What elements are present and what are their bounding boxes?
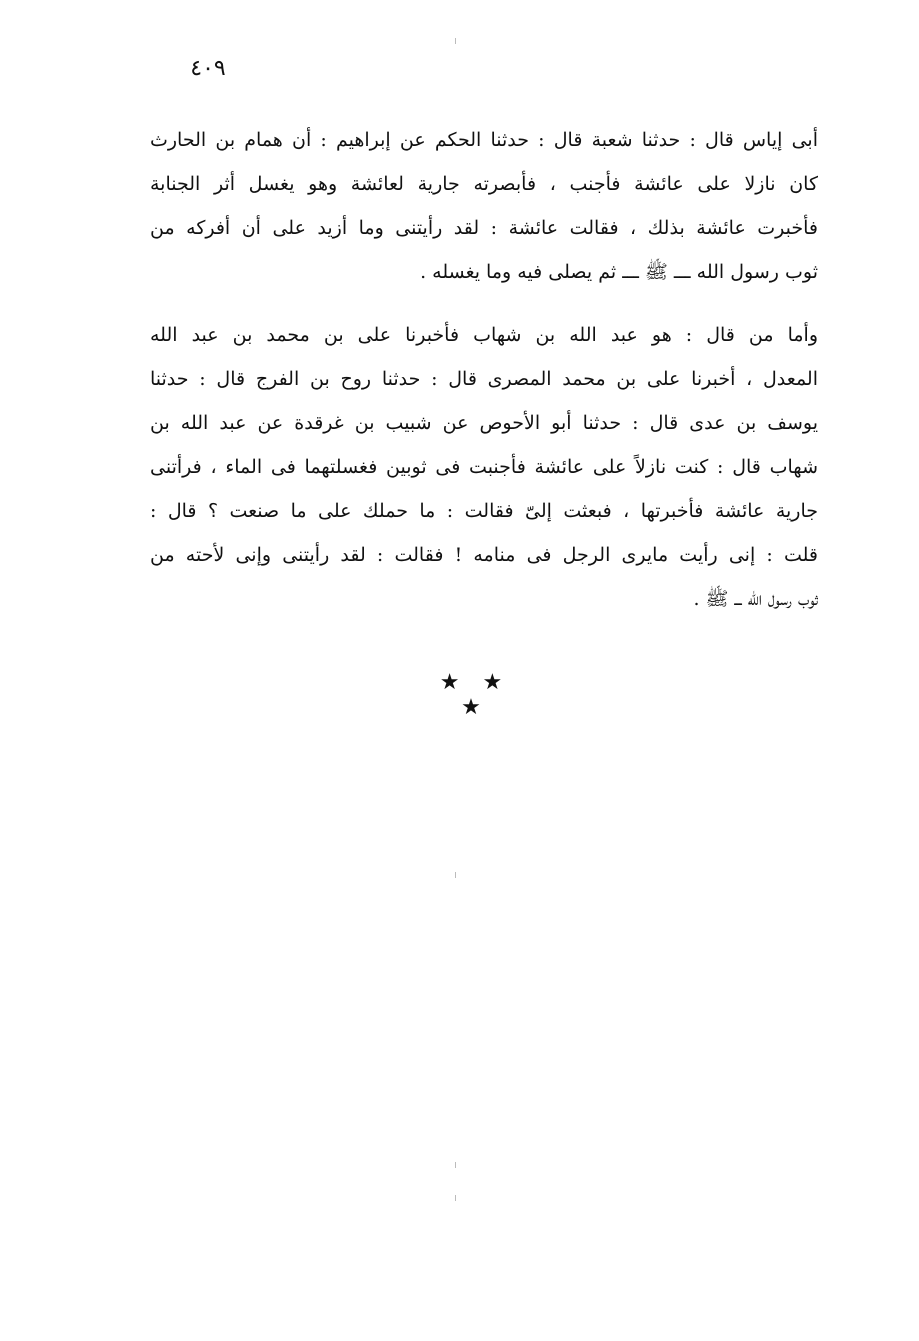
scan-speck xyxy=(455,1162,456,1168)
text-line: أبى إياس قال : حدثنا شعبة قال : حدثنا الحكم عن إبراهيم : أن همام بن الحارث xyxy=(150,129,818,151)
text-line: جارية عائشة فأخبرتها ، فبعثت إلىّ فقالت : ما حملك على ما صنعت ؟ قال : xyxy=(150,500,818,522)
scan-speck xyxy=(455,38,456,44)
paragraph-1 xyxy=(150,118,818,294)
text-line: كان نازلا على عائشة فأجنب ، فأبصرته جارية لعائشة وهو يغسل أثر الجنابة xyxy=(150,173,818,195)
paragraph-2 xyxy=(150,313,818,621)
text-line: فأخبرت عائشة بذلك ، فقالت عائشة : لقد رأيتنى وما أزيد على أن أفركه من xyxy=(150,217,818,239)
text-line: وأما من قال : هو عبد الله بن شهاب فأخبرنا على بن محمد بن عبد الله xyxy=(150,324,818,346)
section-separator-stars: ★ ★ ★ xyxy=(439,670,511,720)
page-number: ٤٠٩ xyxy=(190,56,226,81)
text-line: يوسف بن عدى قال : حدثنا أبو الأحوص عن شبيب بن غرقدة عن عبد الله بن xyxy=(150,412,818,434)
text-line: قلت : إنى رأيت مايرى الرجل فى منامه ! فقالت : لقد رأيتنى وإنى لأحته من xyxy=(150,544,818,566)
scan-speck xyxy=(455,1195,456,1201)
scan-speck xyxy=(455,872,456,878)
text-line: ثوب رسول الله ـــ ﷺ . xyxy=(693,588,818,610)
text-line: ثوب رسول الله ـــ ﷺ ـــ ثم يصلى فيه وما يغسله . xyxy=(420,261,818,283)
text-line: شهاب قال : كنت نازلاً على عائشة فأجنبت فى ثوبين فغسلتهما فى الماء ، فرأتنى xyxy=(150,456,818,478)
text-line: المعدل ، أخبرنا على بن محمد المصرى قال : حدثنا روح بن الفرج قال : حدثنا xyxy=(150,368,818,390)
